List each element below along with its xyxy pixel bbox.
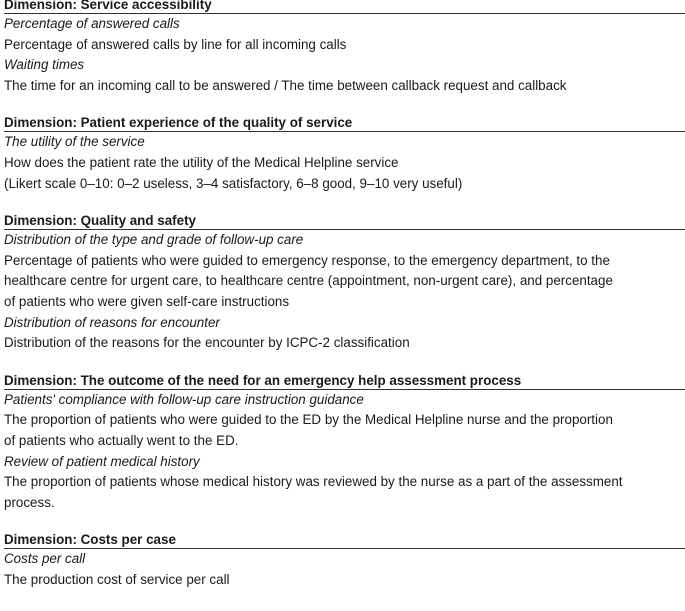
indicator-title: The utility of the service xyxy=(4,134,145,150)
indicator xyxy=(4,549,685,590)
indicator-title: Waiting times xyxy=(4,57,85,73)
indicator xyxy=(4,14,685,55)
dimension-title: Dimension: Costs per case xyxy=(4,532,685,549)
indicator-description: The production cost of service per call xyxy=(4,572,230,588)
indicator-description: Percentage of answered calls by line for all incoming calls xyxy=(4,36,347,52)
indicator-description: The proportion of patients who were guided to the ED by the Medical Helpline nurse and the proportion xyxy=(4,412,613,428)
section-quality-and-safety xyxy=(4,213,685,354)
indicator xyxy=(4,452,685,514)
indicator-description: The time for an incoming call to be answered / The time between callback request and callback xyxy=(4,78,567,94)
dimension-title: Dimension: The outcome of the need for an emergency help assessment process xyxy=(4,373,685,390)
indicator-title: Distribution of the type and grade of follow-up care xyxy=(4,231,304,247)
indicator-description: Distribution of the reasons for the encounter by ICPC-2 classification xyxy=(4,335,410,351)
dimension-title: Dimension: Quality and safety xyxy=(4,213,685,230)
indicator-description: (Likert scale 0–10: 0–2 useless, 3–4 satisfactory, 6–8 good, 9–10 very useful) xyxy=(4,175,463,191)
indicator xyxy=(4,132,685,194)
indicator xyxy=(4,390,685,452)
indicator xyxy=(4,230,685,313)
section-emergency-assessment-outcome xyxy=(4,373,685,514)
section-service-accessibility xyxy=(4,0,685,97)
indicator-description: How does the patient rate the utility of the Medical Helpline service xyxy=(4,155,399,171)
indicator-description: healthcare centre for urgent care, to healthcare centre (appointment, non-urgent care), and percentage xyxy=(4,273,613,289)
section-patient-experience xyxy=(4,115,685,194)
indicator-description: process. xyxy=(4,495,55,511)
indicator-title: Review of patient medical history xyxy=(4,453,200,469)
indicator xyxy=(4,55,685,96)
indicator-title: Percentage of answered calls xyxy=(4,16,180,31)
indicator-description: of patients who were given self-care instructions xyxy=(4,294,290,310)
indicator-title: Distribution of reasons for encounter xyxy=(4,314,220,330)
section-costs-per-case xyxy=(4,532,685,590)
indicator-description: of patients who actually went to the ED. xyxy=(4,433,239,449)
indicator-title: Patients' compliance with follow-up care instruction guidance xyxy=(4,391,364,407)
indicator xyxy=(4,313,685,354)
indicator-title: Costs per call xyxy=(4,551,86,567)
dimension-title: Dimension: Service accessibility xyxy=(4,0,685,14)
indicator-description: The proportion of patients whose medical history was reviewed by the nurse as a part of the assessment xyxy=(4,474,623,490)
dimension-title: Dimension: Patient experience of the quality of service xyxy=(4,115,685,132)
indicator-description: Percentage of patients who were guided to emergency response, to the emergency department, to the xyxy=(4,252,610,268)
